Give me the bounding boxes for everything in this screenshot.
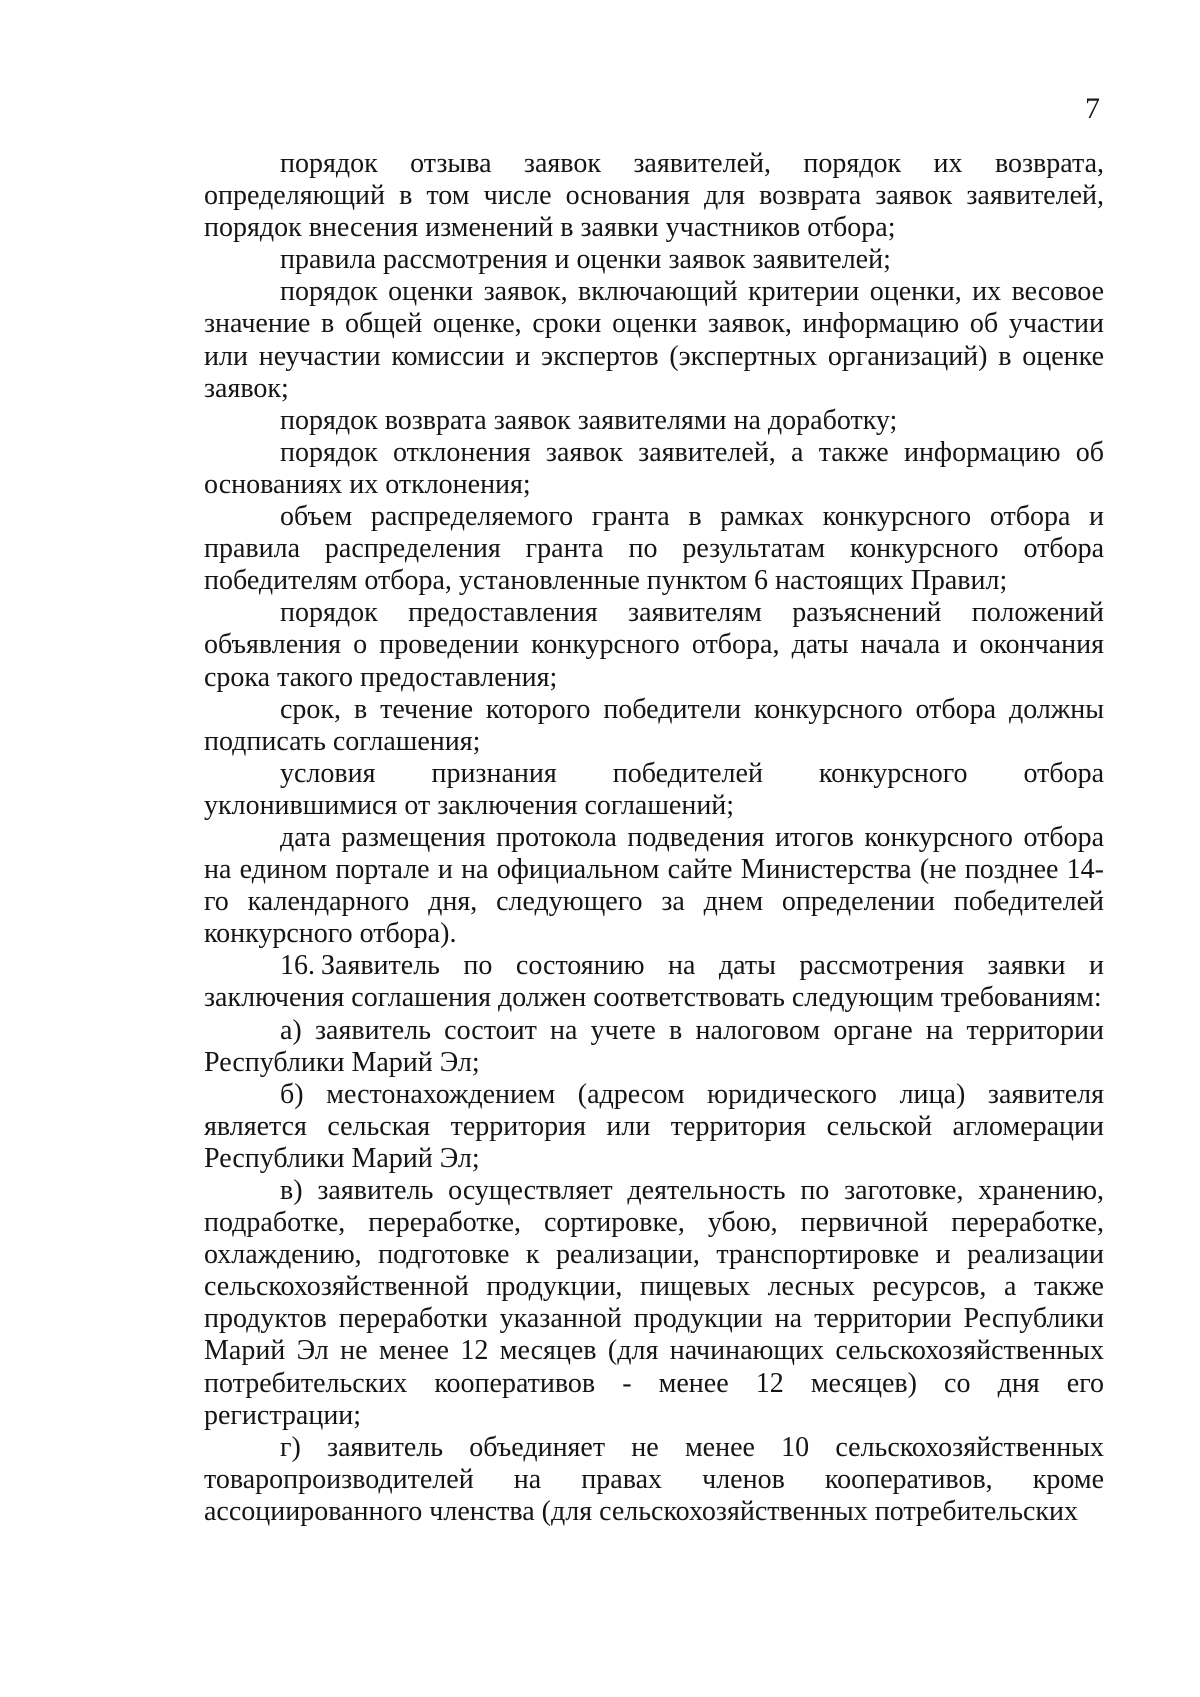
paragraph-withdrawal-procedure: порядок отзыва заявок заявителей, порядок их возврата, определяющий в том числе основания для возврата заявок заявителей, порядок внесения изменений в заявки участников отбора; [204,148,1104,244]
subclause-letter: г) [280,1431,301,1463]
subclause-g: г) заявитель объединяет не менее 10 сельскохозяйственных товаропроизводителей на правах членов кооперативов, кроме ассоциированного членства (для сельскохозяйственных потребительских [204,1431,1105,1527]
page-number: 7 [1085,92,1100,125]
paragraph-signing-term: срок, в течение которого победители конкурсного отбора должны подписать соглашения; [204,693,1104,757]
paragraph-rejection-procedure: порядок отклонения заявок заявителей, а также информацию об основаниях их отклонения; [204,436,1104,500]
paragraph-protocol-date: дата размещения протокола подведения итогов конкурсного отбора на едином портале и на официальном сайте Министерства (не позднее 14-го календарного дня, следующего за днем определении победителей конкурсного отбора). [204,821,1104,950]
subclause-letter: а) [280,1014,302,1046]
clause-number: 16. [280,950,315,982]
subclause-b: б) местонахождением (адресом юридического лица) заявителя является сельская территория или территория сельской агломерации Республики Марий Эл; [204,1078,1104,1174]
paragraph-clarifications: порядок предоставления заявителям разъяснений положений объявления о проведении конкурсного отбора, даты начала и окончания срока такого предоставления; [204,597,1104,693]
subclause-v: в) заявитель осуществляет деятельность по заготовке, хранению, подработке, переработке, сортировке, убою, первичной переработке, охлаждению, подготовке к реализации, транспортировке и реализации сельскохозяйственной продукции, пищевых лесных ресурсов, а также продуктов переработки указанной продукции на территории Республики Марий Эл не менее 12 месяцев (для начинающих сельскохозяйственных потребительских кооперативов - менее 12 месяцев) со дня его регистрации; [204,1175,1104,1431]
subclause-a: а) заявитель состоит на учете в налоговом органе на территории Республики Марий Эл; [204,1014,1104,1078]
subclause-letter: б) [280,1078,304,1110]
clause-16: 16. Заявитель по состоянию на даты рассмотрения заявки и заключения соглашения должен соответствовать следующим требованиям: [204,950,1104,1014]
paragraph-grant-volume: объем распределяемого гранта в рамках конкурсного отбора и правила распределения гранта по результатам конкурсного отбора победителям отбора, установленные пунктом 6 настоящих Правил; [204,501,1104,597]
document-body [204,148,1104,1528]
subclause-letter: в) [280,1175,303,1206]
paragraph-return-for-revision: порядок возврата заявок заявителями на доработку; [280,404,898,436]
paragraph-evaluation-procedure: порядок оценки заявок, включающий критерии оценки, их весовое значение в общей оценке, сроки оценки заявок, информацию об участии или неучастии комиссии и экспертов (экспертных организаций) в оценке заявок; [204,276,1104,404]
paragraph-review-rules: правила рассмотрения и оценки заявок заявителей; [280,244,891,276]
paragraph-evasion-conditions: условия признания победителей конкурсного отбора уклонившимися от заключения соглашений; [204,757,1104,821]
